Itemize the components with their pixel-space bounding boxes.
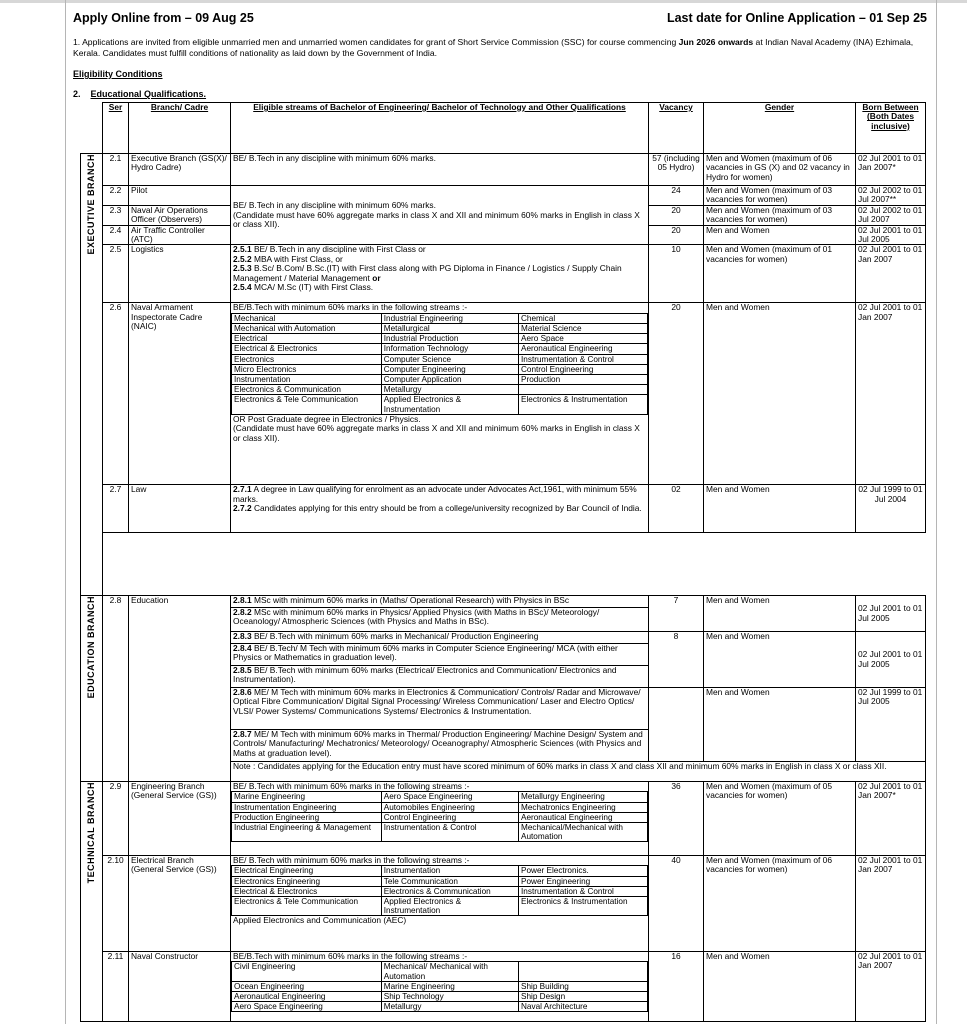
stream-row	[232, 981, 648, 991]
vacancy-cell: 24	[649, 186, 704, 206]
branch-cell: Logistics	[129, 245, 231, 303]
table-row	[81, 303, 926, 485]
branch-cell: Engineering Branch (General Service (GS))	[129, 782, 231, 856]
gender-cell: Men and Women	[704, 596, 856, 632]
ser-cell: 2.3	[103, 205, 129, 225]
qual-cell	[231, 608, 649, 632]
stream-cell: Aero Space Engineering	[232, 1002, 382, 1012]
qual-line: (Candidate must have 60% aggregate marks in class X and XII and minimum 60% marks in English in class X or class XII).	[233, 209, 640, 229]
qual-text: MSc with minimum 60% marks in (Maths/ Operational Research) with Physics in BSc	[251, 595, 570, 605]
qual-text: BE/ B.Tech in any discipline with First Class or	[251, 244, 426, 255]
stream-cell: Instrumentation	[381, 866, 518, 876]
branch-cell: Pilot	[129, 186, 231, 206]
qual-num: 2.8.5	[233, 665, 252, 675]
stream-cell: Instrumentation & Control	[381, 823, 518, 842]
stream-row	[232, 823, 648, 842]
born-cell: 02 Jul 2001 to 01 Jan 2007	[856, 245, 926, 303]
ser-cell: 2.9	[103, 782, 129, 856]
stream-cell: Metallurgy	[381, 385, 518, 395]
gender-cell: Men and Women	[704, 688, 856, 762]
technical-branch-text: TECHNICAL BRANCH	[85, 782, 96, 884]
stream-cell: Aeronautical Engineering	[232, 992, 382, 1002]
intro-paragraph	[73, 37, 933, 59]
stream-cell: Production	[519, 375, 648, 385]
qual-num: 2.5.3	[233, 263, 252, 274]
born-cell: 02 Jul 1999 to 01 Jul 2004	[856, 485, 926, 533]
qual-cell	[231, 730, 649, 762]
qual-cell	[231, 644, 649, 666]
stream-cell: Metallurgy Engineering	[519, 792, 648, 802]
stream-cell: Mechanical/Mechanical with Automation	[519, 823, 648, 842]
table-row	[81, 856, 926, 952]
stream-row	[232, 992, 648, 1002]
header-born: Born Between (Both Dates inclusive)	[856, 103, 926, 154]
vacancy-cell: 02	[649, 485, 704, 533]
vacancy-cell: 57 (including 05 Hydro)	[649, 154, 704, 186]
stream-row	[232, 792, 648, 802]
stream-cell: Metallurgical	[381, 324, 518, 334]
stream-cell	[519, 385, 648, 395]
stream-cell: Electrical & Electronics	[232, 344, 382, 354]
born-cell: 02 Jul 2001 to 01 Jan 2007*	[856, 782, 926, 856]
stream-cell: Computer Engineering	[381, 364, 518, 374]
qual-cell	[231, 596, 649, 608]
stream-cell: Chemical	[519, 313, 648, 323]
stream-row	[232, 876, 648, 886]
vacancy-cell: 40	[649, 856, 704, 952]
table-row	[81, 782, 926, 856]
last-date: Last date for Online Application – 01 Sep 25	[666, 11, 927, 25]
qual-num: 2.5.4	[233, 282, 252, 293]
born-cell: 02 Jul 2002 to 01 Jul 2007	[856, 205, 926, 225]
ser-cell: 2.2	[103, 186, 129, 206]
edu-title	[73, 89, 206, 99]
stream-cell: Marine Engineering	[381, 981, 518, 991]
qual-num: 2.8.6	[233, 687, 252, 697]
intro-text-2: at Indian Naval Academy (INA) Ezhimala, Kerala. Candidates must fulfill conditions of nationality as laid down by the Government of India.	[73, 37, 914, 58]
stream-cell: Ocean Engineering	[232, 981, 382, 991]
table-row	[81, 186, 926, 206]
edu-number: 2.	[73, 89, 81, 99]
stream-cell: Electronics & Tele Communication	[232, 897, 382, 916]
stream-row	[232, 364, 648, 374]
branch-cell: Naval Constructor	[129, 952, 231, 1022]
stream-cell: Electrical & Electronics	[232, 886, 382, 896]
left-margin-rule	[65, 0, 66, 1024]
qual-text: MBA with First Class, or	[251, 253, 343, 264]
qual-num: 2.8.3	[233, 631, 252, 641]
spacer-row	[81, 533, 926, 596]
qual-text: B.Sc/ B.Com/ B.Sc.(IT) with First class along with PG Diploma in Finance / Logistics / Supply Chain Management / Material Management	[233, 263, 622, 283]
stream-cell: Mechanical/ Mechanical with Automation	[381, 962, 518, 981]
vacancy-cell: 16	[649, 952, 704, 1022]
blank-header	[81, 103, 103, 154]
qual-text: MSc with minimum 60% marks in Physics/ Applied Physics (with Maths in BSc)/ Meteorology/ Oceanology/ Atmospheric Sciences (with Physics and Maths in BSc).	[233, 607, 600, 627]
stream-cell: Ship Design	[519, 992, 648, 1002]
branch-cell: Naval Air Operations Officer (Observers)	[129, 205, 231, 225]
ser-cell: 2.8	[103, 596, 129, 782]
born-cell: 02 Jul 2001 to 01 Jan 2007	[856, 856, 926, 952]
stream-row	[232, 334, 648, 344]
stream-cell: Instrumentation Engineering	[232, 802, 382, 812]
edu-title-text: Educational Qualifications.	[90, 89, 207, 99]
qual-text: BE/ B.Tech with minimum 60% marks in Mechanical/ Production Engineering	[251, 631, 539, 641]
stream-cell: Tele Communication	[381, 876, 518, 886]
stream-cell: Electronics & Communication	[232, 385, 382, 395]
stream-cell: Ship Building	[519, 981, 648, 991]
born-cell: 02 Jul 2001 to 01 Jul 2005	[856, 596, 926, 632]
aec-line: Applied Electronics and Communication (AEC)	[233, 915, 407, 926]
stream-cell: Instrumentation & Control	[519, 354, 648, 364]
qual-num: 2.7.2	[233, 503, 252, 514]
qual-num: 2.7.1	[233, 484, 252, 495]
stream-cell: Automobiles Engineering	[381, 802, 518, 812]
stream-cell: Industrial Production	[381, 334, 518, 344]
stream-cell: Applied Electronics & Instrumentation	[381, 395, 518, 414]
stream-row	[232, 395, 648, 414]
stream-cell: Electronics Engineering	[232, 876, 382, 886]
stream-row	[232, 344, 648, 354]
qual-text: ME/ M Tech with minimum 60% marks in Thermal/ Production Engineering/ Machine Design/ System and Controls/ Manufacturing/ Mechatronics/ Meteorology/ Oceanography/ Atmospheric Sciences (with Physics and Maths at graduation level).	[233, 729, 643, 758]
apply-from-date: Apply Online from – 09 Aug 25	[73, 11, 254, 25]
stream-cell: Computer Science	[381, 354, 518, 364]
table-row	[81, 485, 926, 533]
engineering-streams-table	[231, 791, 648, 842]
streams-intro: BE/B.Tech with minimum 60% marks in the following streams :-	[233, 951, 468, 961]
stream-cell: Mechanical with Automation	[232, 324, 382, 334]
top-rule	[0, 0, 967, 3]
vacancy-cell: 20	[649, 205, 704, 225]
born-cell: 02 Jul 2001 to 01 Jul 2005	[856, 632, 926, 688]
vacancy-cell: 36	[649, 782, 704, 856]
streams-intro: BE/B.Tech with minimum 60% marks in the following streams :-	[233, 302, 468, 313]
qual-text: MCA/ M.Sc (IT) with First Class.	[251, 282, 374, 293]
header-streams: Eligible streams of Bachelor of Engineering/ Bachelor of Technology and Other Qualifications	[231, 103, 649, 154]
vacancy-cell	[649, 688, 704, 762]
stream-cell: Control Engineering	[381, 812, 518, 822]
qual-text: BE/ B.Tech with minimum 60% marks (Electrical/ Electronics and Communication/ Electronics and Instrumentation).	[233, 665, 617, 685]
gender-cell: Men and Women (maximum of 06 vacancies in GS (X) and 02 vacancy in Hydro for women)	[704, 154, 856, 186]
stream-cell: Instrumentation	[232, 375, 382, 385]
streams-intro: BE/ B.Tech with minimum 60% marks in the following streams :-	[233, 855, 470, 865]
stream-row	[232, 385, 648, 395]
intro-text-1: 1. Applications are invited from eligible unmarried men and unmarried women candidates for grant of Short Service Commission (SSC) for course commencing	[73, 37, 679, 47]
qual-cell	[231, 856, 649, 952]
qual-text: A degree in Law qualifying for enrolment as an advocate under Advocates Act,1961, with minimum 55% marks.	[233, 484, 637, 504]
gender-cell: Men and Women	[704, 303, 856, 485]
stream-cell: Civil Engineering	[232, 962, 382, 981]
ser-cell: 2.7	[103, 485, 129, 533]
qual-cell	[231, 186, 649, 245]
vacancy-cell: 7	[649, 596, 704, 632]
stream-cell: Micro Electronics	[232, 364, 382, 374]
naic-streams-table	[231, 313, 648, 415]
stream-cell: Information Technology	[381, 344, 518, 354]
table-row	[81, 952, 926, 1022]
ser-cell: 2.6	[103, 303, 129, 485]
header-branch: Branch/ Cadre	[129, 103, 231, 154]
qual-cell: BE/ B.Tech in any discipline with minimum 60% marks.	[231, 154, 649, 186]
gender-cell: Men and Women (maximum of 05 vacancies for women)	[704, 782, 856, 856]
stream-cell: Aeronautical Engineering	[519, 344, 648, 354]
stream-row	[232, 866, 648, 876]
table-row	[81, 245, 926, 303]
executive-branch-label	[81, 154, 103, 596]
stream-cell: Electronics & Instrumentation	[519, 395, 648, 414]
education-branch-label	[81, 596, 103, 782]
table-row	[81, 596, 926, 608]
education-note: Note : Candidates applying for the Education entry must have scored minimum of 60% marks in class X and class XII and minimum 60% marks in English in class X or class XII.	[231, 762, 926, 782]
naval-constructor-streams-table	[231, 961, 648, 1012]
qual-cell	[231, 632, 649, 644]
stream-cell: Applied Electronics & Instrumentation	[381, 897, 518, 916]
stream-cell: Material Science	[519, 324, 648, 334]
stream-cell: Electronics & Tele Communication	[232, 395, 382, 414]
qual-num: 2.5.2	[233, 253, 252, 264]
ser-cell: 2.4	[103, 225, 129, 245]
gender-cell: Men and Women (maximum of 01 vacancies for women)	[704, 245, 856, 303]
stream-cell: Aeronautical Engineering	[519, 812, 648, 822]
vacancy-cell: 20	[649, 303, 704, 485]
stream-cell: Aero Space	[519, 334, 648, 344]
vacancy-cell: 20	[649, 225, 704, 245]
stream-cell: Power Electronics.	[519, 866, 648, 876]
stream-row	[232, 324, 648, 334]
qual-cell	[231, 688, 649, 730]
qual-or: or	[372, 272, 381, 283]
header-ser: Ser	[103, 103, 129, 154]
stream-cell: Aero Space Engineering	[381, 792, 518, 802]
branch-cell: Naval Armament Inspectorate Cadre (NAIC)	[129, 303, 231, 485]
branch-cell: Education	[129, 596, 231, 782]
qualifications-table	[80, 102, 926, 1022]
gender-cell: Men and Women	[704, 225, 856, 245]
gender-cell: Men and Women	[704, 952, 856, 1022]
stream-row	[232, 313, 648, 323]
stream-cell: Control Engineering	[519, 364, 648, 374]
table-header-row	[81, 103, 926, 154]
ser-cell: 2.11	[103, 952, 129, 1022]
qual-line	[233, 264, 646, 283]
qual-num: 2.8.1	[233, 595, 252, 605]
branch-cell: Air Traffic Controller (ATC)	[129, 225, 231, 245]
stream-cell: Production Engineering	[232, 812, 382, 822]
gender-cell: Men and Women	[704, 485, 856, 533]
qual-cell	[231, 245, 649, 303]
qual-num: 2.8.7	[233, 729, 252, 739]
born-cell: 02 Jul 2001 to 01 Jan 2007	[856, 952, 926, 1022]
born-cell: 02 Jul 1999 to 01 Jul 2005	[856, 688, 926, 762]
qual-line	[233, 504, 646, 513]
stream-row	[232, 812, 648, 822]
branch-cell: Electrical Branch (General Service (GS))	[129, 856, 231, 952]
table-row	[81, 154, 926, 186]
stream-cell: Power Engineering	[519, 876, 648, 886]
ser-cell: 2.1	[103, 154, 129, 186]
qual-text: BE/ B.Tech/ M Tech with minimum 60% marks in Computer Science Engineering/ MCA (with either Physics or Mathematics in graduation level).	[233, 643, 618, 663]
qual-line	[233, 283, 646, 292]
stream-cell: Electrical Engineering	[232, 866, 382, 876]
technical-branch-label	[81, 782, 103, 1022]
qual-num: 2.8.2	[233, 607, 252, 617]
header-vacancy: Vacancy	[649, 103, 704, 154]
qual-line: BE/ B.Tech in any discipline with minimum 60% marks.	[233, 200, 436, 211]
stream-cell: Ship Technology	[381, 992, 518, 1002]
stream-cell	[519, 962, 648, 981]
stream-cell: Industrial Engineering	[381, 313, 518, 323]
stream-cell: Electronics & Communication	[381, 886, 518, 896]
qual-num: 2.5.1	[233, 244, 252, 255]
streams-intro: BE/ B.Tech with minimum 60% marks in the following streams :-	[233, 781, 470, 791]
stream-cell: Computer Application	[381, 375, 518, 385]
stream-cell: Naval Architecture	[519, 1002, 648, 1012]
gender-cell: Men and Women (maximum of 06 vacancies for women)	[704, 856, 856, 952]
qual-cell	[231, 666, 649, 688]
stream-row	[232, 354, 648, 364]
eligibility-title: Eligibility Conditions	[73, 69, 163, 79]
qual-cell	[231, 485, 649, 533]
stream-cell: Mechanical	[232, 313, 382, 323]
born-cell: 02 Jul 2001 to 01 Jan 2007	[856, 303, 926, 485]
vacancy-cell: 10	[649, 245, 704, 303]
qual-text: ME/ M Tech with minimum 60% marks in Electronics & Communication/ Controls/ Radar and Microwave/ Optical Fibre Communication/ Digital Signal Processing/ Wireless Communication/ Laser and Electro Optics/ VLSI/ Power Systems/ Communications Systems/ Electronics & Instrumentation.	[233, 687, 641, 716]
vacancy-cell: 8	[649, 632, 704, 688]
education-branch-text: EDUCATION BRANCH	[85, 596, 96, 699]
right-margin-rule	[936, 0, 937, 1024]
header-gender: Gender	[704, 103, 856, 154]
qual-num: 2.8.4	[233, 643, 252, 653]
ser-cell: 2.5	[103, 245, 129, 303]
naic-note: (Candidate must have 60% aggregate marks in class X and XII and minimum 60% marks in English in class X or class XII).	[233, 423, 640, 443]
born-cell: 02 Jul 2001 to 01 Jul 2005	[856, 225, 926, 245]
stream-row	[232, 962, 648, 981]
gender-cell: Men and Women	[704, 632, 856, 688]
branch-cell: Executive Branch (GS(X)/ Hydro Cadre)	[129, 154, 231, 186]
stream-row	[232, 802, 648, 812]
stream-cell: Marine Engineering	[232, 792, 382, 802]
stream-cell: Mechatronics Engineering	[519, 802, 648, 812]
stream-cell: Industrial Engineering & Management	[232, 823, 382, 842]
stream-cell: Electronics	[232, 354, 382, 364]
gender-cell: Men and Women (maximum of 03 vacancies for women)	[704, 186, 856, 206]
pg-option: OR Post Graduate degree in Electronics / Physics.	[233, 413, 421, 424]
intro-bold: Jun 2026 onwards	[678, 37, 754, 47]
stream-row	[232, 1002, 648, 1012]
stream-cell: Metallurgy	[381, 1002, 518, 1012]
stream-row	[232, 886, 648, 896]
electrical-streams-table	[231, 865, 648, 916]
stream-cell: Electronics & Instrumentation	[519, 897, 648, 916]
ser-cell: 2.10	[103, 856, 129, 952]
born-cell: 02 Jul 2001 to 01 Jan 2007*	[856, 154, 926, 186]
stream-cell: Instrumentation & Control	[519, 886, 648, 896]
qual-cell	[231, 303, 649, 485]
qual-text: Candidates applying for this entry should be from a college/university recognized by Bar Council of India.	[251, 503, 642, 514]
executive-branch-text: EXECUTIVE BRANCH	[85, 154, 96, 255]
stream-row	[232, 375, 648, 385]
stream-row	[232, 897, 648, 916]
qual-cell	[231, 782, 649, 856]
born-cell: 02 Jul 2002 to 01 Jul 2007**	[856, 186, 926, 206]
stream-cell: Electrical	[232, 334, 382, 344]
branch-cell: Law	[129, 485, 231, 533]
qual-line	[233, 485, 646, 504]
qual-cell	[231, 952, 649, 1022]
gender-cell: Men and Women (maximum of 03 vacancies for women)	[704, 205, 856, 225]
